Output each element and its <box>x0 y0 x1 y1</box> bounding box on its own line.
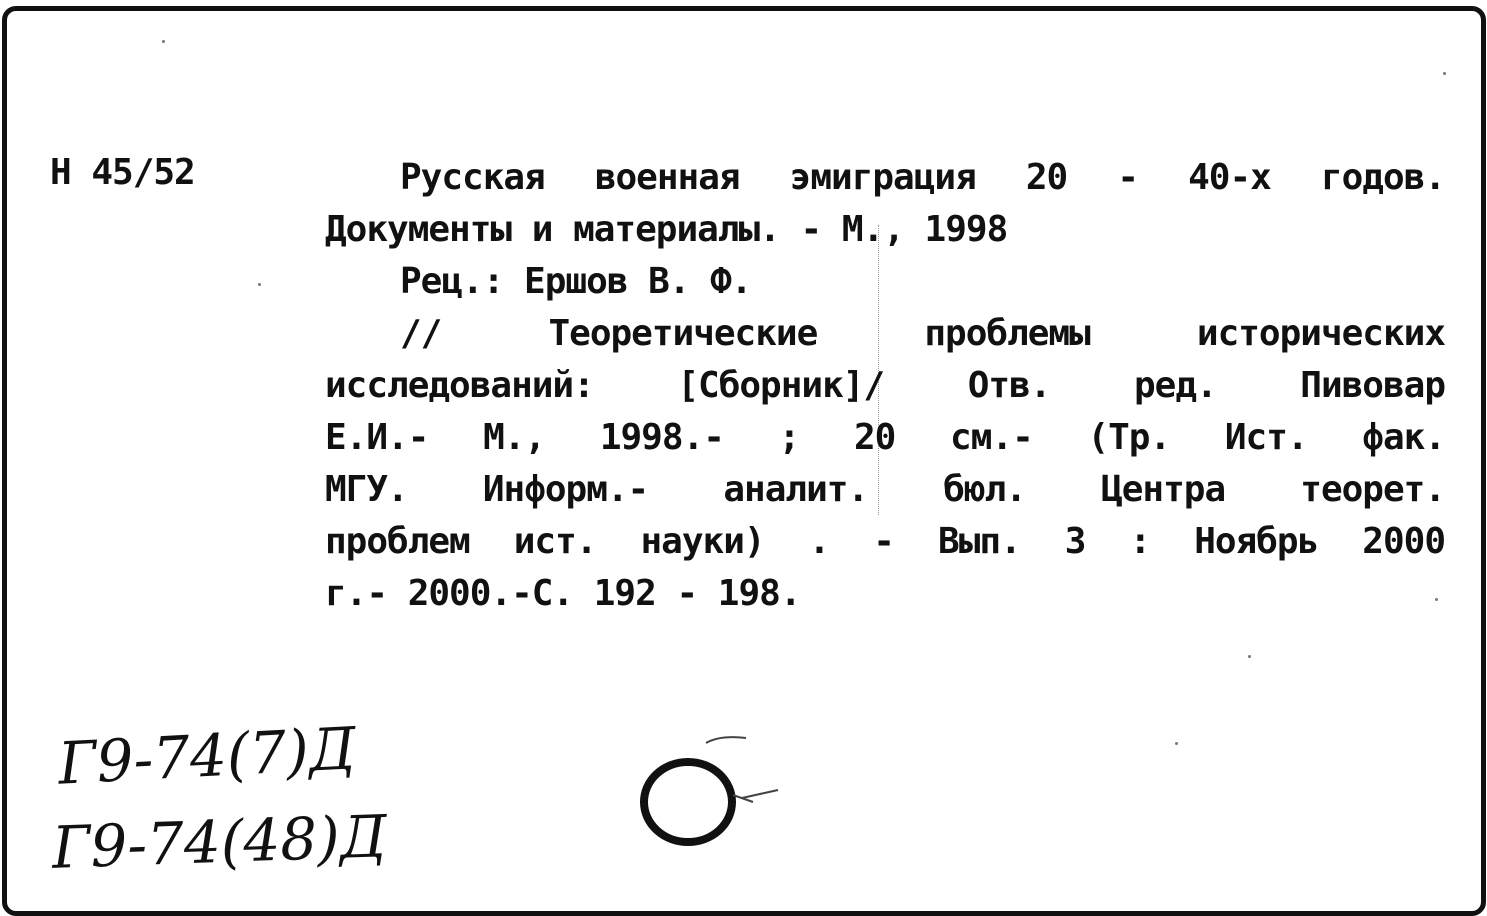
entry-line-reviewer: Рец.: Ершов В. Ф. <box>400 261 752 302</box>
shelfmark: Н 45/52 <box>50 152 195 193</box>
circle-stamp-icon <box>638 735 798 850</box>
bibliographic-entry <box>325 152 1445 620</box>
entry-line-title: Русская военная эмиграция 20 - 40-х годов. <box>400 157 1445 198</box>
speck <box>162 40 165 43</box>
speck <box>258 283 261 286</box>
entry-line-imprint: Е.И.- М., 1998.- ; 20 см.- (Тр. Ист. фак. <box>325 417 1445 458</box>
entry-line-series: МГУ. Информ.- аналит. бюл. Центра теорет. <box>325 469 1445 510</box>
handwritten-note-2: Г9-74(48)Д <box>50 802 389 882</box>
handwritten-note-1: Г9-74(7)Д <box>56 714 358 798</box>
entry-line-issue: проблем ист. науки) . - Вып. 3 : Ноябрь 2000 <box>325 521 1445 562</box>
entry-line-title-cont: Документы и материалы. - М., 1998 <box>325 209 1008 250</box>
speck <box>1175 742 1178 745</box>
entry-line-pages: г.- 2000.-С. 192 - 198. <box>325 573 801 614</box>
speck <box>1443 72 1446 75</box>
entry-line-source: // Теоретические проблемы исторических <box>400 313 1445 354</box>
speck <box>1435 598 1438 601</box>
entry-line-source-cont: исследований: [Сборник]/ Отв. ред. Пивовар <box>325 365 1445 406</box>
speck <box>1248 655 1251 658</box>
